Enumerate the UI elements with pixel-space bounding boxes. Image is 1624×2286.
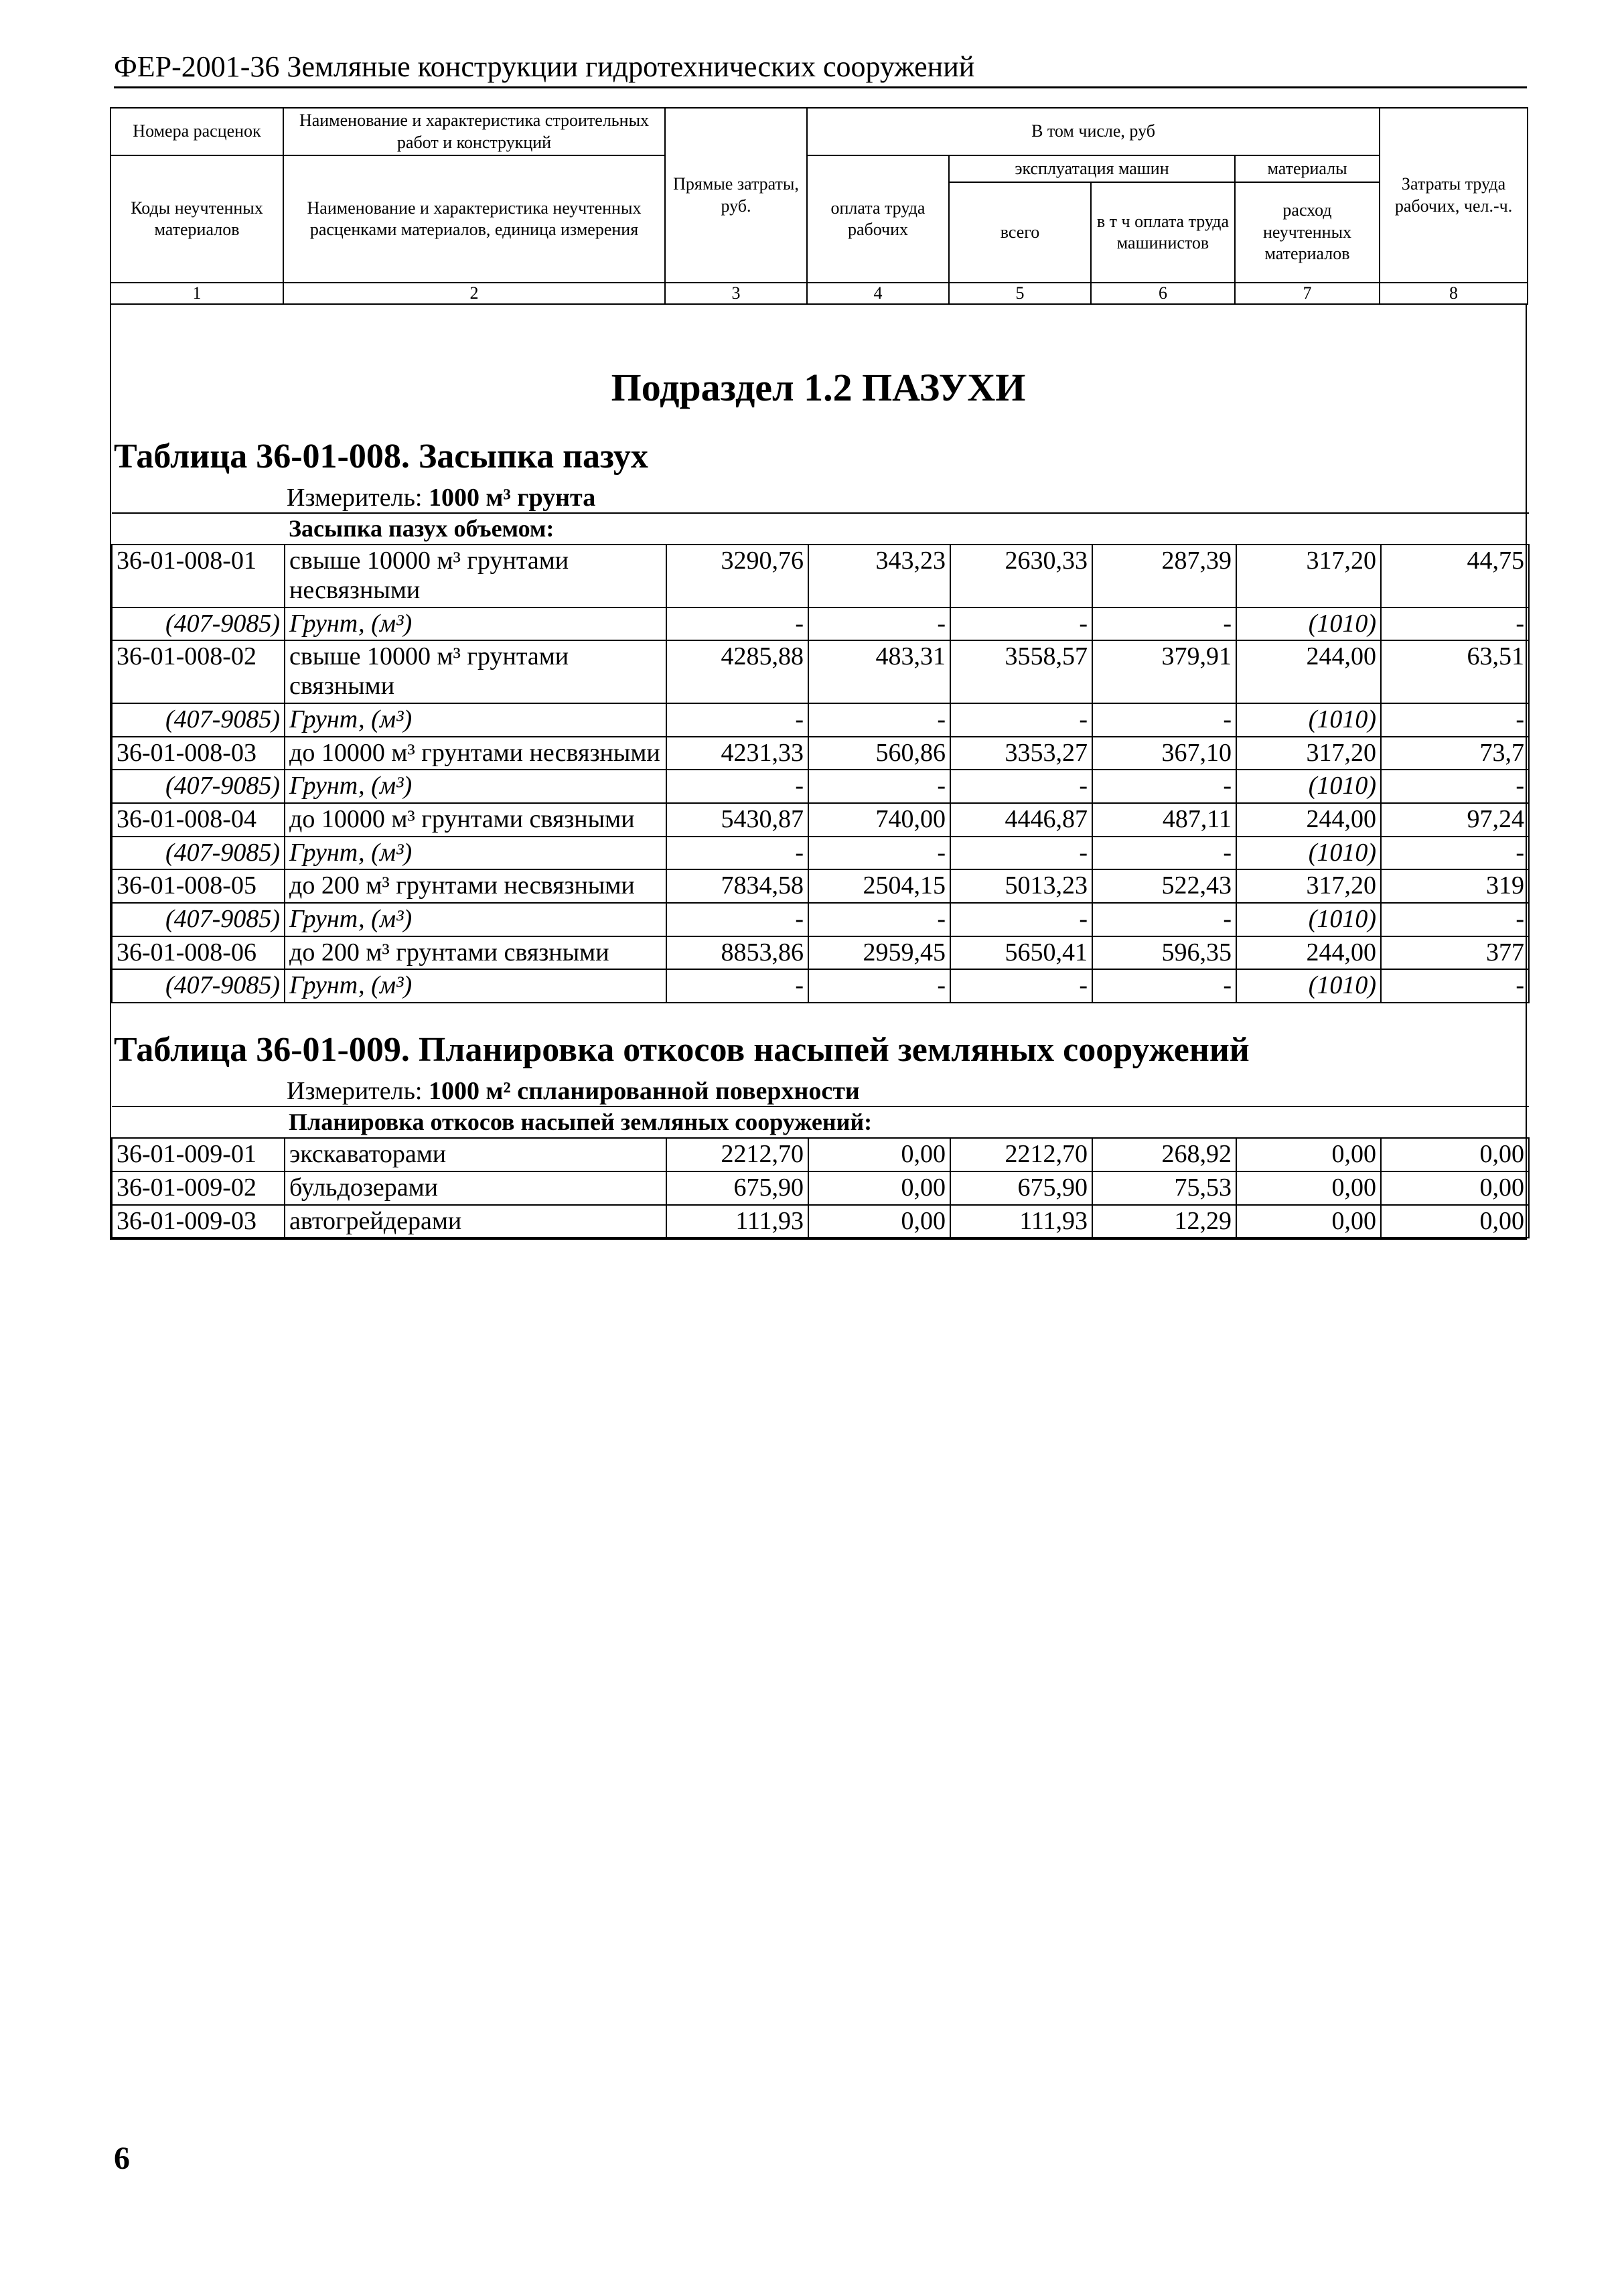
material-row xyxy=(112,770,1529,803)
cell: 111,93 xyxy=(666,1205,808,1238)
cell: 5013,23 xyxy=(950,869,1092,903)
cell: 4446,87 xyxy=(950,803,1092,837)
cell: - xyxy=(808,903,950,936)
cell: 244,00 xyxy=(1236,640,1381,703)
table-row xyxy=(112,869,1529,903)
cell: - xyxy=(666,608,808,641)
cell: - xyxy=(1092,770,1236,803)
cell: Грунт, (м³) xyxy=(285,770,666,803)
cell: 483,31 xyxy=(808,640,950,703)
cell: 522,43 xyxy=(1092,869,1236,903)
table-1-unit: Измеритель: 1000 м³ грунта xyxy=(287,484,596,512)
rates-document xyxy=(110,107,1527,1240)
cell: 244,00 xyxy=(1236,803,1381,837)
col1-sub-header: Коды неучтенных материалов xyxy=(110,155,283,283)
cell: 2959,45 xyxy=(808,936,950,970)
cell: автогрейдерами xyxy=(285,1205,666,1238)
table-row xyxy=(112,1171,1529,1205)
cell: 4231,33 xyxy=(666,737,808,770)
cell: 560,86 xyxy=(808,737,950,770)
cell: 0,00 xyxy=(808,1205,950,1238)
cell: 36-01-008-03 xyxy=(112,737,285,770)
table-row xyxy=(112,640,1529,703)
cell: - xyxy=(950,770,1092,803)
table-row xyxy=(112,737,1529,770)
cell: свыше 10000 м³ грунтами несвязными xyxy=(285,545,666,607)
cell: (1010) xyxy=(1236,770,1381,803)
cell: 75,53 xyxy=(1092,1171,1236,1205)
cell: - xyxy=(666,703,808,737)
cell: 7834,58 xyxy=(666,869,808,903)
cell: - xyxy=(1381,969,1529,1003)
cell: Грунт, (м³) xyxy=(285,837,666,870)
cell: - xyxy=(1381,903,1529,936)
col8-header: Затраты труда рабочих, чел.-ч. xyxy=(1380,108,1528,283)
table-1-group: Засыпка пазух объемом: xyxy=(285,513,1529,545)
material-row xyxy=(112,703,1529,737)
cell: до 10000 м³ грунтами связными xyxy=(285,803,666,837)
cell: 367,10 xyxy=(1092,737,1236,770)
cell: 8853,86 xyxy=(666,936,808,970)
cell: 36-01-008-02 xyxy=(112,640,285,703)
table-2-group: Планировка откосов насыпей земляных сооружений: xyxy=(285,1106,1529,1138)
cell: 2630,33 xyxy=(950,545,1092,607)
cell: - xyxy=(950,608,1092,641)
cell: - xyxy=(1381,703,1529,737)
cell: 36-01-009-03 xyxy=(112,1205,285,1238)
cell: 317,20 xyxy=(1236,869,1381,903)
cell: 740,00 xyxy=(808,803,950,837)
material-row xyxy=(112,608,1529,641)
cell: (407-9085) xyxy=(112,703,285,737)
col6-header: в т ч оплата труда машинистов xyxy=(1091,182,1235,283)
table-2-unit: Измеритель: 1000 м² спланированной поверхности xyxy=(287,1077,860,1106)
cell: 73,7 xyxy=(1381,737,1529,770)
cell: (1010) xyxy=(1236,608,1381,641)
table-row xyxy=(112,1205,1529,1238)
cell: свыше 10000 м³ грунтами связными xyxy=(285,640,666,703)
cell: (1010) xyxy=(1236,703,1381,737)
cell: (407-9085) xyxy=(112,770,285,803)
col5-header: всего xyxy=(949,182,1091,283)
cell: 111,93 xyxy=(950,1205,1092,1238)
cell: (407-9085) xyxy=(112,969,285,1003)
cell: - xyxy=(950,903,1092,936)
cell: 4285,88 xyxy=(666,640,808,703)
cell: - xyxy=(666,903,808,936)
cell: 5650,41 xyxy=(950,936,1092,970)
cell: - xyxy=(950,703,1092,737)
cell: 0,00 xyxy=(1381,1138,1529,1171)
col1-header: Номера расценок xyxy=(110,108,283,155)
material-row xyxy=(112,903,1529,936)
cell: - xyxy=(666,770,808,803)
subsection-title: Подраздел 1.2 ПАЗУХИ xyxy=(611,366,1026,409)
cell: (1010) xyxy=(1236,837,1381,870)
cell: 3290,76 xyxy=(666,545,808,607)
cell: 377 xyxy=(1381,936,1529,970)
cell: - xyxy=(1381,770,1529,803)
cell: 2504,15 xyxy=(808,869,950,903)
cell: 2212,70 xyxy=(666,1138,808,1171)
cell: - xyxy=(1381,837,1529,870)
cell: 97,24 xyxy=(1381,803,1529,837)
cell: Грунт, (м³) xyxy=(285,608,666,641)
cell: - xyxy=(1092,969,1236,1003)
cell: - xyxy=(1092,608,1236,641)
cell: 36-01-008-05 xyxy=(112,869,285,903)
cell: - xyxy=(1092,903,1236,936)
machines-header: эксплуатация машин xyxy=(949,155,1235,182)
col7-header: расход неучтенных материалов xyxy=(1235,182,1380,283)
cell: - xyxy=(808,837,950,870)
materials-header: материалы xyxy=(1235,155,1380,182)
column-numbers-row: 1 2 3 4 5 6 7 8 xyxy=(110,283,1528,304)
table-row xyxy=(112,1138,1529,1171)
cell: 0,00 xyxy=(1381,1205,1529,1238)
cell: до 200 м³ грунтами несвязными xyxy=(285,869,666,903)
cell: - xyxy=(1092,837,1236,870)
cell: 12,29 xyxy=(1092,1205,1236,1238)
col4-header: оплата труда рабочих xyxy=(807,155,949,283)
cell: 0,00 xyxy=(1381,1171,1529,1205)
cell: 319 xyxy=(1381,869,1529,903)
cell: - xyxy=(950,969,1092,1003)
cell: - xyxy=(808,969,950,1003)
cell: 36-01-008-01 xyxy=(112,545,285,607)
cell: 0,00 xyxy=(808,1171,950,1205)
cell: 63,51 xyxy=(1381,640,1529,703)
cell: 317,20 xyxy=(1236,737,1381,770)
table-1 xyxy=(111,512,1530,1003)
cell: 44,75 xyxy=(1381,545,1529,607)
cell: 487,11 xyxy=(1092,803,1236,837)
cell: 0,00 xyxy=(808,1138,950,1171)
cell: Грунт, (м³) xyxy=(285,903,666,936)
cell: (1010) xyxy=(1236,903,1381,936)
cell: - xyxy=(1092,703,1236,737)
cell: 0,00 xyxy=(1236,1138,1381,1171)
table-row xyxy=(112,803,1529,837)
table-row xyxy=(112,936,1529,970)
cell: - xyxy=(808,770,950,803)
cell: 3558,57 xyxy=(950,640,1092,703)
cell: 36-01-008-06 xyxy=(112,936,285,970)
page-header: ФЕР-2001-36 Земляные конструкции гидротехнических сооружений xyxy=(114,50,1527,88)
table-1-title: Таблица 36-01-008. Засыпка пазух xyxy=(114,437,648,476)
cell: до 10000 м³ грунтами несвязными xyxy=(285,737,666,770)
cell: 3353,27 xyxy=(950,737,1092,770)
cell: экскаваторами xyxy=(285,1138,666,1171)
cell: (407-9085) xyxy=(112,608,285,641)
cell: 268,92 xyxy=(1092,1138,1236,1171)
cell: 675,90 xyxy=(950,1171,1092,1205)
cell: Грунт, (м³) xyxy=(285,969,666,1003)
cell: - xyxy=(666,969,808,1003)
cell: - xyxy=(808,703,950,737)
cell: Грунт, (м³) xyxy=(285,703,666,737)
cell: (407-9085) xyxy=(112,903,285,936)
including-header: В том числе, руб xyxy=(807,108,1380,155)
material-row xyxy=(112,969,1529,1003)
cell: 596,35 xyxy=(1092,936,1236,970)
cell: 317,20 xyxy=(1236,545,1381,607)
table-2-title: Таблица 36-01-009. Планировка откосов насыпей земляных сооружений xyxy=(114,1031,1250,1070)
cell: 287,39 xyxy=(1092,545,1236,607)
cell: 5430,87 xyxy=(666,803,808,837)
table-row xyxy=(112,545,1529,607)
cell: 36-01-009-01 xyxy=(112,1138,285,1171)
col2-sub-header: Наименование и характеристика неучтенных расценками материалов, единица измерения xyxy=(283,155,665,283)
cell: 36-01-009-02 xyxy=(112,1171,285,1205)
cell: (1010) xyxy=(1236,969,1381,1003)
cell: 343,23 xyxy=(808,545,950,607)
column-header-table xyxy=(110,107,1528,305)
cell: 244,00 xyxy=(1236,936,1381,970)
cell: 2212,70 xyxy=(950,1138,1092,1171)
cell: 379,91 xyxy=(1092,640,1236,703)
cell: (407-9085) xyxy=(112,837,285,870)
cell: - xyxy=(1381,608,1529,641)
col2-header: Наименование и характеристика строительных работ и конструкций xyxy=(283,108,665,155)
cell: 36-01-008-04 xyxy=(112,803,285,837)
cell: - xyxy=(808,608,950,641)
cell: 0,00 xyxy=(1236,1171,1381,1205)
cell: бульдозерами xyxy=(285,1171,666,1205)
table-2 xyxy=(111,1106,1530,1238)
cell: до 200 м³ грунтами связными xyxy=(285,936,666,970)
cell: 0,00 xyxy=(1236,1205,1381,1238)
page-number: 6 xyxy=(114,2141,130,2176)
section-body xyxy=(110,305,1527,1240)
cell: - xyxy=(950,837,1092,870)
material-row xyxy=(112,837,1529,870)
cell: 675,90 xyxy=(666,1171,808,1205)
col3-header: Прямые затраты, руб. xyxy=(665,108,807,283)
cell: - xyxy=(666,837,808,870)
